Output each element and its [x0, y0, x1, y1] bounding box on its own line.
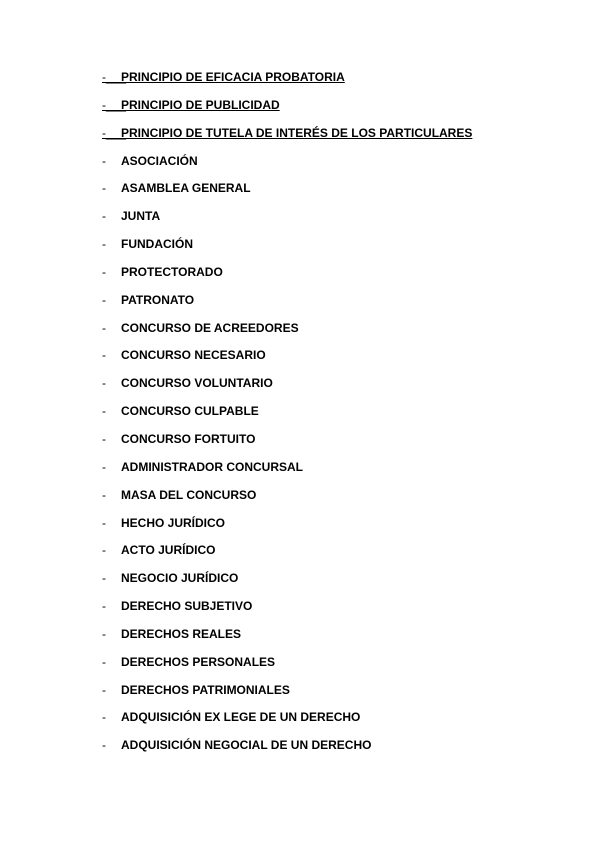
list-item-text: ADMINISTRADOR CONCURSAL: [121, 459, 303, 474]
list-item: [102, 431, 472, 459]
list-item-marker: -: [102, 181, 106, 196]
list-item-text: CONCURSO FORTUITO: [121, 431, 256, 446]
list-item: [102, 682, 472, 710]
list-item-text: PRINCIPIO DE TUTELA DE INTERÉS DE LOS PARTICULARES: [121, 125, 473, 140]
list-item-text: ADQUISICIÓN NEGOCIAL DE UN DERECHO: [121, 738, 372, 753]
term-list: [102, 69, 472, 765]
list-item: [102, 264, 472, 292]
list-item-text: DERECHO SUBJETIVO: [121, 599, 253, 614]
list-item-text: ADQUISICIÓN EX LEGE DE UN DERECHO: [121, 710, 361, 725]
list-item-text: DERECHOS REALES: [121, 626, 242, 641]
list-item-marker: -: [102, 682, 106, 697]
list-item-marker: -: [102, 237, 106, 252]
list-item: [102, 598, 472, 626]
list-item: [102, 654, 472, 682]
list-item-text: NEGOCIO JURÍDICO: [121, 571, 239, 586]
list-item-text: PATRONATO: [121, 292, 195, 307]
list-item: [102, 97, 472, 125]
list-item-marker: -: [102, 348, 106, 363]
list-item-text: CONCURSO NECESARIO: [121, 348, 266, 363]
list-item-text: ASAMBLEA GENERAL: [121, 181, 251, 196]
list-item-marker: -: [102, 264, 106, 279]
list-item-marker: -: [102, 599, 106, 614]
list-item-text: DERECHOS PERSONALES: [121, 654, 276, 669]
list-item-marker: -: [102, 710, 106, 725]
list-item: [102, 153, 472, 181]
list-item: [102, 459, 472, 487]
list-item-marker: -: [102, 320, 106, 335]
list-item-marker: -: [102, 738, 106, 753]
list-item: [102, 626, 472, 654]
list-item: [102, 236, 472, 264]
list-item-marker: -___: [102, 70, 127, 84]
list-item: [102, 542, 472, 570]
list-item-marker: -: [102, 431, 106, 446]
list-item-marker: -: [102, 543, 106, 558]
list-item-text: HECHO JURÍDICO: [121, 515, 226, 530]
list-item-text: CONCURSO VOLUNTARIO: [121, 376, 273, 391]
list-item-marker: -: [102, 571, 106, 586]
list-item-text: MASA DEL CONCURSO: [121, 487, 257, 502]
list-item-marker: -: [102, 376, 106, 391]
list-item-text: CONCURSO CULPABLE: [121, 404, 259, 419]
list-item: [102, 375, 472, 403]
list-item: [102, 347, 472, 375]
list-item-marker: -: [102, 153, 106, 168]
list-item-text: ASOCIACIÓN: [121, 153, 198, 168]
list-item: [102, 487, 472, 515]
list-item-text: PROTECTORADO: [121, 264, 223, 279]
list-item-text: DERECHOS PATRIMONIALES: [121, 682, 290, 697]
list-item: [102, 737, 472, 765]
list-item-marker: -: [102, 292, 106, 307]
list-item: [102, 570, 472, 598]
list-item-text: JUNTA: [121, 209, 161, 224]
list-item: [102, 125, 472, 153]
list-item: [102, 403, 472, 431]
list-item-marker: -: [102, 487, 106, 502]
list-item-marker: -___: [102, 125, 127, 140]
list-item-marker: -: [102, 404, 106, 419]
list-item-text: PRINCIPIO DE EFICACIA PROBATORIA: [121, 70, 345, 84]
list-item: [102, 320, 472, 348]
list-item-text: PRINCIPIO DE PUBLICIDAD: [121, 97, 280, 112]
list-item: [102, 515, 472, 543]
list-item-marker: -___: [102, 97, 127, 112]
list-item-text: ACTO JURÍDICO: [121, 543, 216, 558]
list-item: [102, 208, 472, 236]
list-item: [102, 180, 472, 208]
list-item: [102, 69, 472, 97]
list-item-marker: -: [102, 459, 106, 474]
list-item-marker: -: [102, 515, 106, 530]
list-item-marker: -: [102, 209, 106, 224]
list-item-text: CONCURSO DE ACREEDORES: [121, 320, 299, 335]
list-item-marker: -: [102, 626, 106, 641]
list-item-text: FUNDACIÓN: [121, 237, 193, 252]
list-item: [102, 709, 472, 737]
list-item-marker: -: [102, 654, 106, 669]
list-item: [102, 292, 472, 320]
